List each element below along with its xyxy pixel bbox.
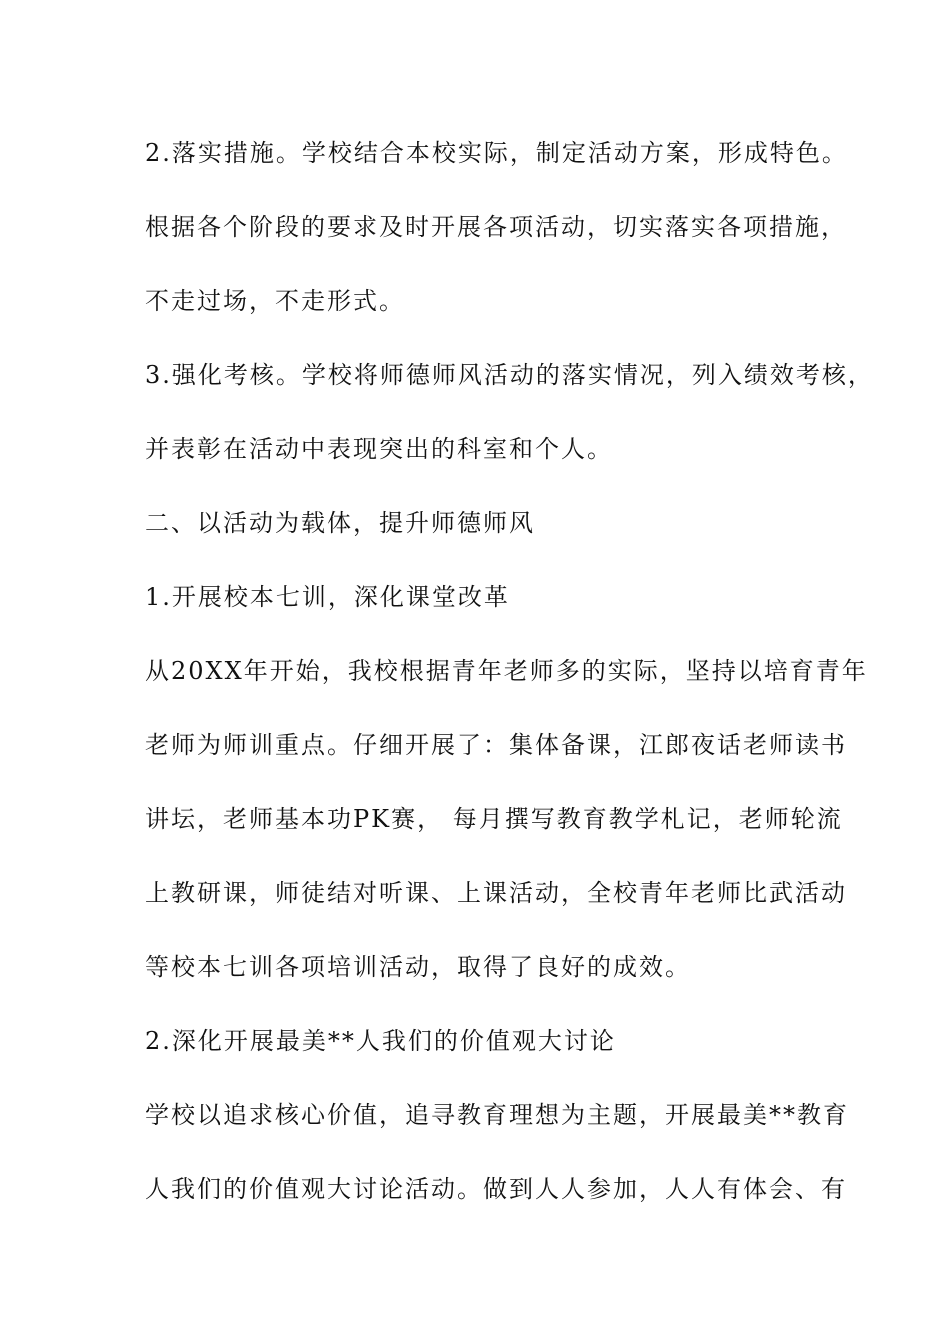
text-line: 学校以追求核心价值，追寻教育理想为主题，开展最美**教育 [145, 1101, 849, 1129]
text-line: 3.强化考核。学校将师德师风活动的落实情况，列入绩效考核， [145, 361, 874, 389]
text-line: 老师为师训重点。仔细开展了：集体备课，江郎夜话老师读书 [145, 731, 847, 759]
text-line: 等校本七训各项培训活动，取得了良好的成效。 [145, 953, 691, 981]
subsection-heading: 1.开展校本七训，深化课堂改革 [145, 583, 510, 611]
subsection-heading: 2.深化开展最美**人我们的价值观大讨论 [145, 1027, 616, 1055]
text-line: 不走过场，不走形式。 [145, 287, 405, 315]
text-line: 上教研课，师徒结对听课、上课活动，全校青年老师比武活动 [145, 879, 847, 907]
text-line: 2.落实措施。学校结合本校实际，制定活动方案，形成特色。 [145, 139, 848, 167]
text-line: 从20XX年开始，我校根据青年老师多的实际，坚持以培育青年 [145, 657, 868, 685]
text-line: 人我们的价值观大讨论活动。做到人人参加，人人有体会、有 [145, 1175, 847, 1203]
section-heading: 二、以活动为载体，提升师德师风 [145, 509, 535, 537]
text-line: 根据各个阶段的要求及时开展各项活动，切实落实各项措施， [145, 213, 847, 241]
text-line: 讲坛，老师基本功PK赛， 每月撰写教育教学札记，老师轮流 [145, 805, 843, 833]
text-line: 并表彰在活动中表现突出的科室和个人。 [145, 435, 613, 463]
